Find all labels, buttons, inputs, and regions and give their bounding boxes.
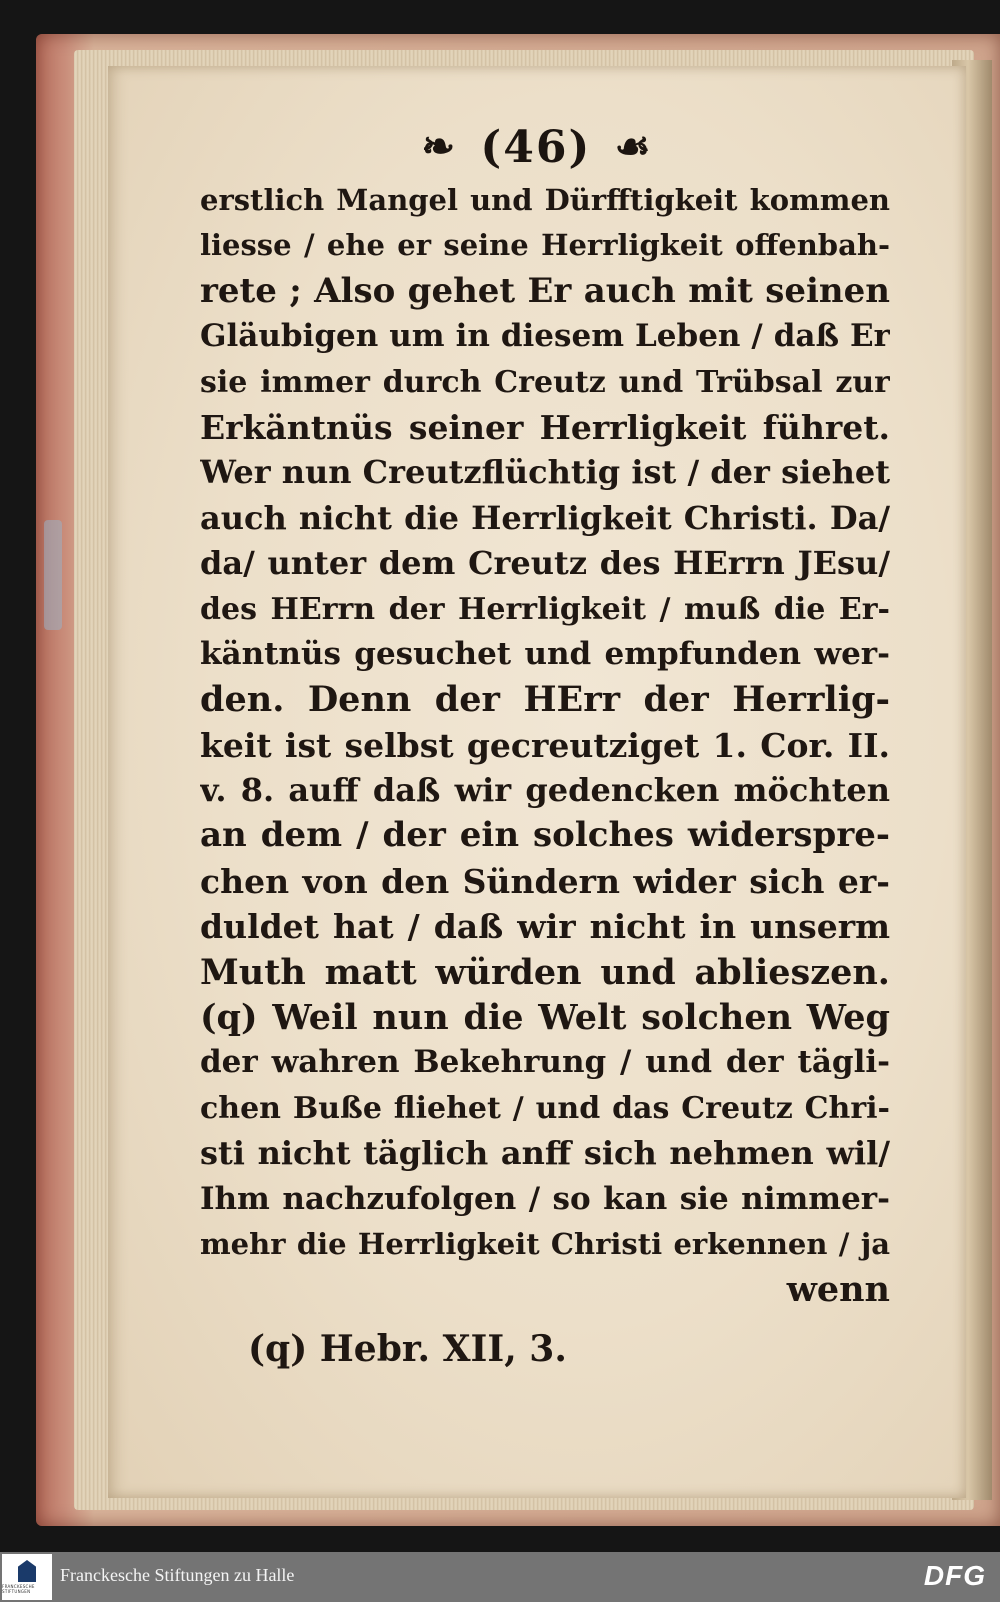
text-line: da/ unter dem Creutz des HErrn JEsu/ [200,544,890,583]
francke-crest-icon [18,1560,36,1582]
logo-caption: FRANCKESCHE STIFTUNGEN [2,1584,35,1594]
text-line: erstlich Mangel und Dürfftigkeit kommen [200,183,890,217]
book-page [108,66,966,1498]
footnote: (q) Hebr. XII, 3. [248,1328,567,1370]
text-line: Muth matt würden und ablieszen. [200,951,890,993]
page-number: (46) [480,122,592,173]
footer-bar [0,1552,1000,1602]
dfg-logo[interactable]: DFG [923,1560,986,1591]
page-header [108,122,966,173]
institution-logo[interactable] [2,1554,52,1600]
text-line: keit ist selbst gecreutziget 1. Cor. II. [200,725,890,765]
text-line: käntnüs gesuchet und empfunden wer- [200,635,890,672]
text-line: v. 8. auff daß wir gedencken möchten [200,771,890,810]
text-line: des HErrn der Herrligkeit / muß die Er- [200,591,890,627]
text-line: auch nicht die Herrligkeit Christi. Da/ [200,498,890,537]
text-line: liesse / ehe er seine Herrligkeit offenbah- [200,228,890,263]
text-line: Erkäntnüs seiner Herrligkeit führet. [200,407,890,447]
catchword: wenn [786,1269,890,1311]
text-line: mehr die Herrligkeit Christi erkennen / ja [200,1226,890,1261]
text-line: chen von den Sündern wider sich er- [200,861,890,901]
text-line: rete ; Also gehet Er auch mit seinen [200,270,890,311]
ornament-right-icon: ☙ [614,123,653,170]
text-line: chen Buße fliehet / und das Creutz Chri- [200,1090,890,1126]
text-line: Wer nun Creutzflüchtig ist / der siehet [200,453,890,492]
body-text [200,178,890,1313]
text-line: (q) Weil nun die Welt solchen Weg [200,997,890,1039]
text-line: sti nicht täglich anff sich nehmen wil/ [200,1134,890,1173]
ornament-left-icon: ❧ [421,123,458,170]
text-line: duldet hat / daß wir nicht in unserm [200,907,890,947]
text-line: den. Denn der HErr der Herrlig- [200,679,890,721]
text-line: sie immer durch Creutz und Trübsal zur [200,364,890,400]
text-line: der wahren Bekehrung / und der tägli- [200,1044,890,1081]
text-line: Ihm nachzufolgen / so kan sie nimmer- [200,1180,890,1217]
text-line: an dem / der ein solches widerspre- [200,815,890,856]
institution-name[interactable]: Franckesche Stiftungen zu Halle [60,1565,295,1585]
cover-stain [44,520,62,630]
text-line: Gläubigen um in diesem Leben / daß Er [200,318,890,355]
